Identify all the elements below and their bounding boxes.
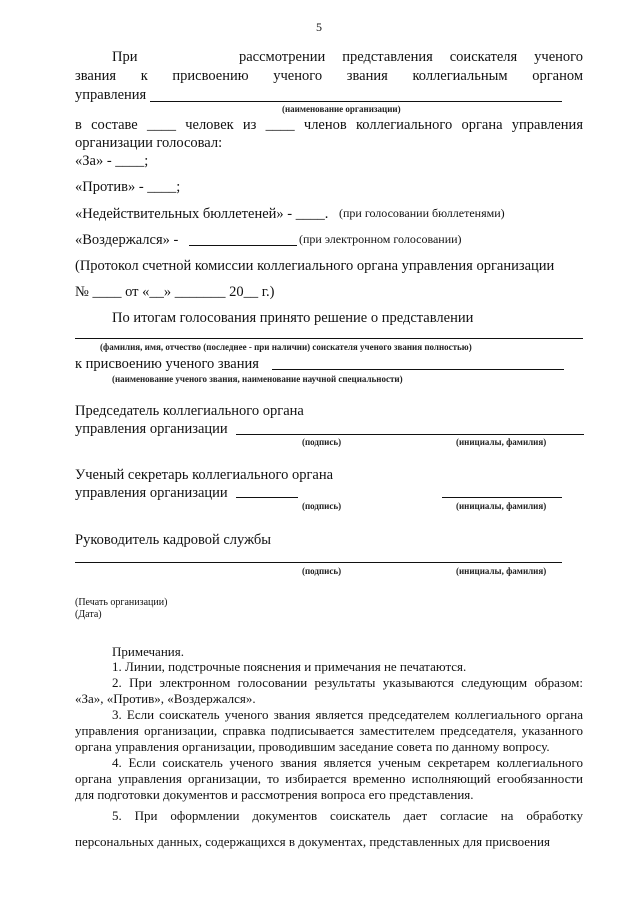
chairman-caption-initials: (инициалы, фамилия) (456, 437, 547, 447)
note-5: 5. При оформлении документов соискатель дает согласие на обработку персональных данных, содержащихся в документах, представленных для присвоения (75, 808, 583, 849)
vote-invalid-note: (при голосовании бюллетенями) (339, 206, 505, 220)
secretary-caption-initials: (инициалы, фамилия) (456, 501, 547, 511)
secretary-line2: управления организации (75, 485, 228, 501)
date-label: (Дата) (75, 609, 102, 620)
secretary-signature-line (236, 497, 298, 498)
notes-heading: Примечания. (112, 644, 184, 659)
vote-abstained-note: (при электронном голосовании) (299, 232, 462, 246)
chairman-caption-signature: (подпись) (302, 437, 342, 447)
hr-caption-signature: (подпись) (302, 566, 342, 576)
note-4: 4. Если соискатель ученого звания является ученым секретарем коллегиального органа управления организации, то избирается временно исполняющий егообязанности для подготовки документов и рассмотрения вопроса его представления. (75, 755, 583, 802)
chairman-line2: управления организации (75, 421, 228, 437)
composition-line2: организации голосовал: (75, 135, 223, 151)
academic-title-line (272, 369, 564, 370)
secretary-caption-signature: (подпись) (302, 501, 342, 511)
seal-label: (Печать организации) (75, 597, 168, 608)
intro-line1-right: рассмотрении представления соискателя ученого (239, 49, 583, 65)
vote-invalid: «Недействительных бюллетеней» - ____. (75, 206, 329, 222)
vote-for: «За» - ____; (75, 153, 149, 169)
to-title-label: к присвоению ученого звания (75, 356, 259, 372)
page-number: 5 (316, 20, 322, 34)
caption-org-name: (наименование организации) (282, 104, 401, 114)
abstained-line (189, 245, 297, 246)
note-2: 2. При электронном голосовании результаты указываются следующим образом: «За», «Против», «Воздержался». (75, 675, 583, 706)
hr-head-label: Руководитель кадровой службы (75, 532, 272, 548)
chairman-line1: Председатель коллегиального органа (75, 403, 304, 419)
secretary-initials-line (442, 497, 562, 498)
candidate-name-line (75, 338, 583, 339)
notes-body (75, 659, 583, 855)
decision-heading: По итогам голосования принято решение о представлении (112, 310, 474, 326)
caption-candidate-name: (фамилия, имя, отчество (последнее - при наличии) соискателя ученого звания полностью) (100, 342, 472, 352)
composition-line1: в составе ____ человек из ____ членов коллегиального органа управления (75, 117, 583, 133)
note-1: 1. Линии, подстрочные пояснения и примечания не печатаются. (112, 659, 467, 674)
note-3: 3. Если соискатель ученого звания является председателем коллегиального органа управления организации, справка подписывается заместителем председателя, указанного органа управления организации, проводившим заседание совета по данному вопросу. (75, 707, 583, 754)
intro-line3-left: управления (75, 87, 147, 103)
chairman-signature-line (236, 434, 584, 435)
org-name-line (150, 101, 562, 102)
intro-line2: звания к присвоению ученого звания коллегиальным органом (75, 68, 583, 84)
intro-line1-left: При (112, 49, 138, 65)
hr-signature-line (75, 562, 562, 563)
caption-academic-title: (наименование ученого звания, наименование научной специальности) (112, 374, 403, 384)
secretary-line1: Ученый секретарь коллегиального органа (75, 467, 334, 483)
vote-against: «Против» - ____; (75, 179, 181, 195)
protocol-line1: (Протокол счетной комиссии коллегиального органа управления организации (75, 258, 555, 274)
hr-caption-initials: (инициалы, фамилия) (456, 566, 547, 576)
protocol-line2: № ____ от «__» _______ 20__ г.) (75, 284, 275, 300)
vote-abstained: «Воздержался» - (75, 232, 179, 248)
